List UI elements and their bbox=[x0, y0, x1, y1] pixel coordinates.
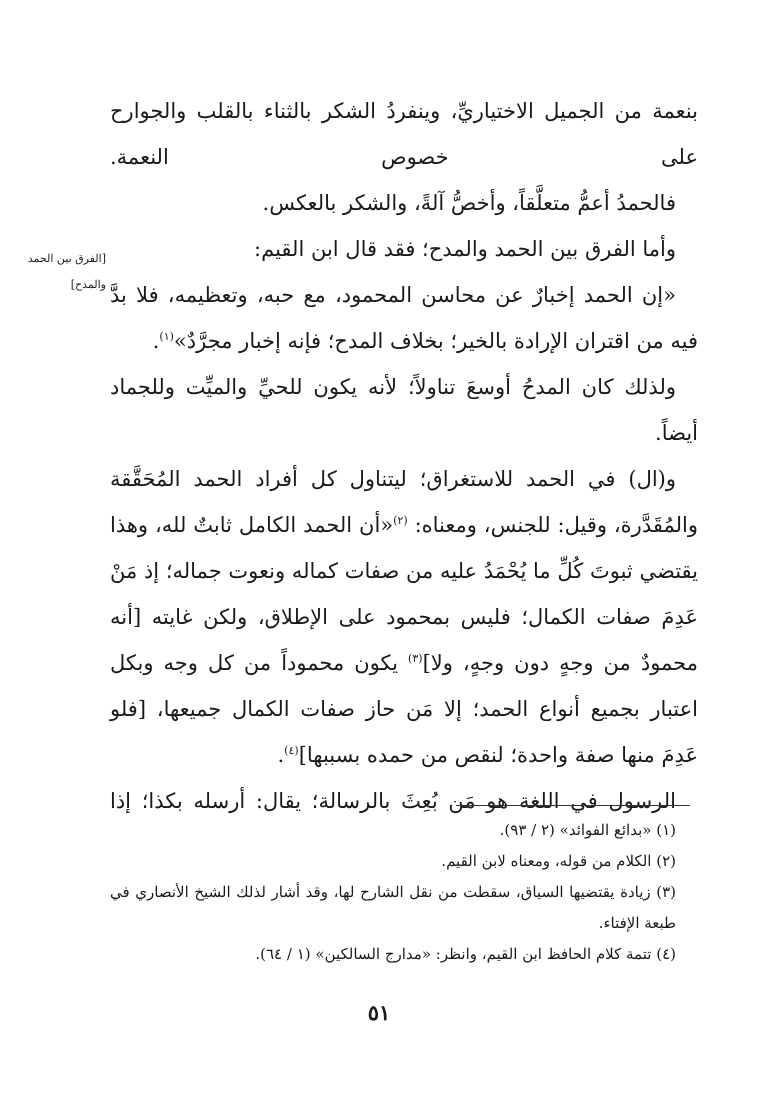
quote-ibn-qayyim: «إن الحمد إخبارٌ عن محاسن المحمود، مع حبه، وتعظيمه، فلا بدَّ فيه من اقتران الإرادة بالخير؛ بخلاف المدح؛ فإنه إخبار مجرَّدٌ» bbox=[110, 283, 698, 353]
footnotes bbox=[110, 815, 698, 970]
paragraph-6-lead: و(ال) في الحمد للاستغراق؛ ليتناول كل أفراد الحمد المُحَقَّقة والمُقَدَّرة، وقيل: للجنس، ومعناه: bbox=[110, 467, 698, 537]
footnote-ref-4[interactable]: (٤) bbox=[284, 744, 299, 757]
paragraph-1: بنعمة من الجميل الاختياريِّ، وينفردُ الشكر بالثناء بالقلب والجوارح على خصوص النعمة. bbox=[110, 99, 698, 169]
paragraph-3: وأما الفرق بين الحمد والمدح؛ فقد قال ابن القيم: bbox=[254, 237, 676, 261]
footnote-separator bbox=[456, 805, 690, 806]
margin-heading: [الفرق بين الحمد والمدح] bbox=[27, 252, 106, 291]
paragraph-6-tail: يكون محموداً من كل وجه وبكل اعتبار بجميع أنواع الحمد؛ إلا مَن حاز صفات الكمال جميعها، [فلو عَدِمَ منها صفة واحدة؛ لنقص من حمده بسببها] bbox=[110, 651, 698, 767]
footnote-ref-2[interactable]: (٢) bbox=[393, 514, 408, 527]
footnote-3: (٣) زيادة يقتضيها السياق، سقطت من نقل الشارح لها، وقد أشار لذلك الشيخ الأنصاري في طبعة الإفتاء. bbox=[110, 883, 676, 932]
main-text bbox=[110, 88, 698, 824]
paragraph-6-quote: «أن الحمد الكامل ثابتٌ لله، وهذا يقتضي ثبوتَ كُلِّ ما يُحْمَدُ عليه من صفات كماله ونعوت جماله؛ إذ مَنْ عَدِمَ صفات الكمال؛ فليس بمحمود على الإطلاق، ولكن غايته [أنه محمودٌ من وجهٍ دون وجهٍ، ولا] bbox=[110, 513, 698, 675]
footnote-1: (١) «بدائع الفوائد» (٢ / ٩٣). bbox=[499, 821, 676, 839]
paragraph-2: فالحمدُ أعمُّ متعلَّقاً، وأخصُّ آلةً، والشكر بالعكس. bbox=[262, 191, 676, 215]
paragraph-6-end: . bbox=[277, 743, 285, 767]
page-number: ٥١ bbox=[367, 1000, 391, 1025]
paragraph-7: الرسول في اللغة هو مَن بُعِثَ بالرسالة؛ يقال: أرسله بكذا؛ إذا bbox=[110, 789, 676, 813]
footnote-4: (٤) تتمة كلام الحافظ ابن القيم، وانظر: «مدارج السالكين» (١ / ٦٤). bbox=[255, 945, 676, 963]
paragraph-6 bbox=[110, 456, 698, 778]
footnote-ref-1[interactable]: (١) bbox=[159, 330, 174, 343]
paragraph-4: «إن الحمد إخبارٌ عن محاسن المحمود، مع حبه، وتعظيمه، فلا بدَّ فيه من اقتران الإرادة بالخير؛ بخلاف المدح؛ فإنه إخبار مجرَّدٌ»$^{(١)}$. bbox=[110, 283, 698, 353]
footnote-ref-3[interactable]: (٣) bbox=[408, 652, 423, 665]
paragraph-5: ولذلك كان المدحُ أوسعَ تناولاً؛ لأنه يكون للحيِّ والميِّت وللجماد أيضاً. bbox=[110, 375, 698, 445]
footnote-2: (٢) الكلام من قوله، ومعناه لابن القيم. bbox=[441, 852, 676, 870]
